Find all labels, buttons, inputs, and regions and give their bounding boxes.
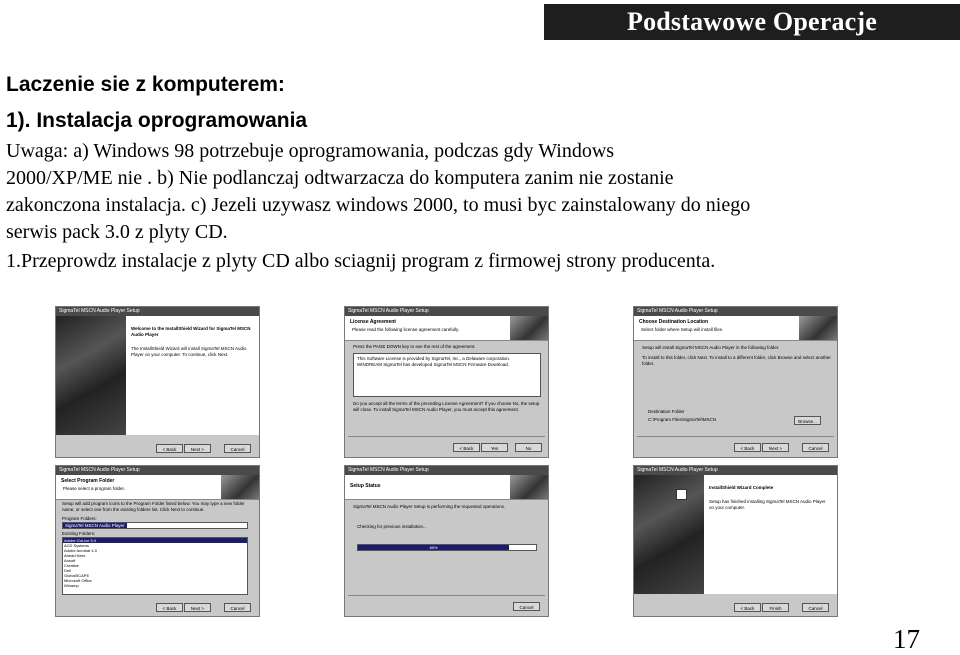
program-folder-body: Setup will add program icons to the Program Folder listed below. You may type a new folder name, or select one from the existing folders list. Click Next to continue. (62, 501, 245, 512)
setup-status-heading: Setup Status (350, 483, 381, 489)
screenshot-program-folder (55, 465, 260, 617)
license-subheading: Please read the following license agreement carefully. (352, 327, 460, 332)
license-body: This Software License is provided by SigmaTel, Inc., a Delaware corporation. WINDREAM SigmaTel has developed SigmaTel MSCN Firmware Download. (357, 356, 511, 367)
screenshot-destination (633, 306, 838, 458)
cancel-button[interactable]: Cancel (224, 444, 251, 453)
setup-status-checking: Checking for previous installation... (357, 524, 427, 529)
screenshot-setup-status (344, 465, 549, 617)
browse-button[interactable]: Browse... (794, 416, 821, 425)
program-folder-subheading: Please select a program folder. (63, 486, 126, 491)
paragraph-line: zakonczona instalacja. c) Jezeli uzywasz windows 2000, to musi byc zainstalowany do niego (6, 194, 751, 216)
paragraph-line: 2000/XP/ME nie . b) Nie podlanczaj odtwarzacza do komputera zanim nie zostanie (6, 167, 674, 189)
subsection-heading: 1). Instalacja oprogramowania (6, 109, 308, 132)
destination-folder-label: Destination Folder (648, 409, 685, 414)
back-button[interactable]: < Back (734, 603, 761, 612)
folder-list-item[interactable]: Dell (64, 568, 71, 573)
window-title: SigmaTel MSCN Audio Player Setup (56, 466, 259, 475)
cancel-button[interactable]: Cancel (513, 602, 540, 611)
existing-folders-list[interactable] (62, 537, 248, 595)
folder-list-item[interactable]: Winamp (64, 583, 79, 588)
next-button[interactable]: Next > (184, 603, 211, 612)
progress-bar (357, 544, 537, 551)
cancel-button[interactable]: Cancel (224, 603, 251, 612)
page-number: 17 (893, 624, 920, 654)
license-note: Press the PAGE DOWN key to see the rest of the agreement. (353, 344, 476, 349)
folder-list-item[interactable]: GlobalSCAPE (64, 573, 90, 578)
destination-subheading: Select folder where Setup will install files. (641, 327, 724, 332)
screenshot-welcome (55, 306, 260, 458)
screenshot-complete (633, 465, 838, 617)
window-title: SigmaTel MSCN Audio Player Setup (345, 307, 548, 316)
complete-body: Setup has finished installing SigmaTel MSCN Audio Player on your computer. (709, 499, 826, 510)
setup-logo-graphic (221, 475, 259, 499)
no-button[interactable]: No (515, 443, 542, 452)
finish-button[interactable]: Finish (762, 603, 789, 612)
folder-list-item[interactable]: Adobe GoLive 5.0 (63, 538, 247, 543)
folder-list-item[interactable]: Creative (64, 563, 79, 568)
destination-body-1: Setup will install SigmaTel MSCN Audio Player in the following folder. (642, 345, 780, 350)
license-heading: License Agreement (350, 319, 396, 325)
folder-list-item[interactable]: Microsoft Office (64, 578, 92, 583)
folder-list-item[interactable]: Adobe Acrobat 4.0 (64, 548, 97, 553)
setup-logo-graphic (510, 316, 548, 340)
window-title: SigmaTel MSCN Audio Player Setup (634, 466, 837, 475)
program-folders-label: Program Folders: (62, 516, 97, 521)
existing-folders-label: Existing Folders: (62, 531, 96, 536)
section-heading: Laczenie sie z komputerem: (6, 73, 285, 96)
destination-heading: Choose Destination Location (639, 319, 709, 325)
progress-fill: 85% (358, 545, 509, 550)
note-paragraph (6, 138, 960, 246)
back-button[interactable]: < Back (156, 603, 183, 612)
back-button[interactable]: < Back (734, 443, 761, 452)
program-folder-heading: Select Program Folder (61, 478, 115, 484)
folder-list-item[interactable]: ACD Systems (64, 543, 89, 548)
next-button[interactable]: Next > (184, 444, 211, 453)
paragraph-line: serwis pack 3.0 z plyty CD. (6, 221, 228, 243)
screenshot-license (344, 306, 549, 458)
welcome-heading: Welcome to the InstallShield Wizard for SigmaTel MSCN Audio Player (131, 326, 251, 337)
cancel-button[interactable]: Cancel (802, 603, 829, 612)
wizard-side-graphic (634, 475, 704, 594)
setup-logo-graphic (510, 475, 548, 499)
destination-folder-path: C:\Program Files\SigmaTel\MSCN (648, 417, 717, 422)
program-folder-input[interactable]: SigmaTel MSCN Audio Player (62, 522, 248, 529)
folder-list-item[interactable]: Ahead Nero (64, 553, 86, 558)
next-button[interactable]: Next > (762, 443, 789, 452)
setup-logo-graphic (799, 316, 837, 340)
yes-button[interactable]: Yes (481, 443, 508, 452)
step-1-text: 1.Przeprowdz instalacje z plyty CD albo sciagnij program z firmowej strony producenta. (6, 250, 716, 272)
back-button[interactable]: < Back (453, 443, 480, 452)
license-text-box[interactable] (353, 353, 541, 397)
paragraph-line: Uwaga: a) Windows 98 potrzebuje oprogramowania, podczas gdy Windows (6, 140, 615, 162)
cancel-button[interactable]: Cancel (802, 443, 829, 452)
computer-icon (676, 489, 687, 500)
welcome-body: The InstallShield Wizard will install SigmaTel MSCN Audio Player on your computer. To continue, click Next. (131, 346, 247, 357)
setup-status-body: SigmaTel MSCN Audio Player Setup is performing the requested operations. (353, 504, 506, 509)
complete-heading: InstallShield Wizard Complete (709, 485, 774, 490)
license-question: Do you accept all the terms of the preceding License Agreement? If you choose No, the setup will close. To install SigmaTel MSCN Audio Player, you must accept this agreement. (353, 401, 540, 412)
destination-body-2: To install to this folder, click Next. To install to a different folder, click Browse and select another folder. (642, 355, 831, 366)
window-title: SigmaTel MSCN Audio Player Setup (634, 307, 837, 316)
section-banner: Podstawowe Operacje (544, 4, 960, 40)
window-title: SigmaTel MSCN Audio Player Setup (345, 466, 548, 475)
window-title: SigmaTel MSCN Audio Player Setup (56, 307, 259, 316)
folder-list-item[interactable]: Ansoft (64, 558, 76, 563)
back-button[interactable]: < Back (156, 444, 183, 453)
wizard-side-graphic (56, 316, 126, 435)
